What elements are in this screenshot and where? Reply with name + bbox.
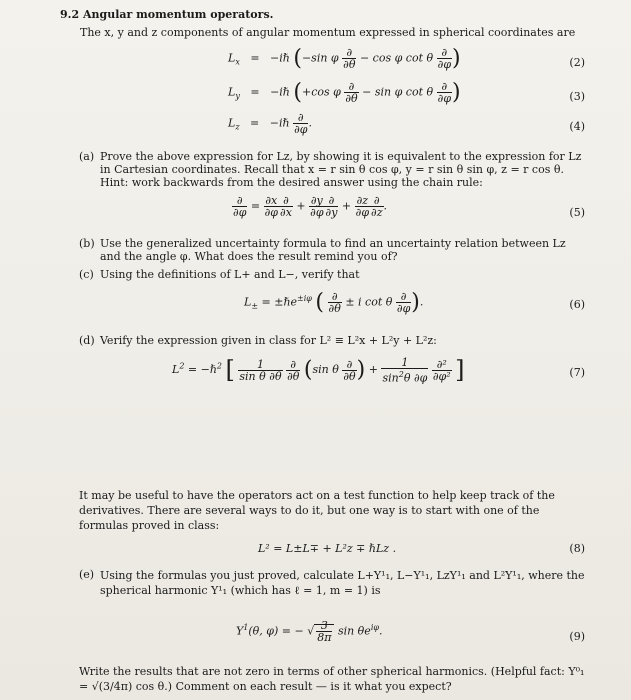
equation-spherical-harmonic: $Y^1(\theta$, φ) = − √ $\frac{3}{8\pi}$ $\sin \theta e^{i\varphi}$.	[236, 619, 383, 644]
equation-number-6: (6)	[569, 298, 585, 311]
equation-l-squared: $L^2$ = −ℏ$^2$ [ $\frac{1}{\text{sin θ ∂θ}}$ $\frac{\partial}{\partial\theta}$ (sin θ $\frac{\partial}{\partial\theta}$ ) + $\frac{1}{\sin^2\theta \partial\varphi}$ $\frac{\text{∂²}}{\text{∂φ²}}$ ]	[172, 355, 465, 385]
part-b-text: Use the generalized uncertainty formula to find an uncertainty relation between Lz and the angle φ. What does the result remind you of?	[100, 237, 566, 263]
part-e-text: Using the formulas you just proved, calculate L+Y¹₁, L−Y¹₁, LzY¹₁ and L²Y¹₁, where the spherical harmonic Y¹₁ (which has ℓ = 1, m = 1) is	[100, 569, 585, 597]
equation-ly: $L_y$ = −iℏ (+cos φ $\frac{\partial}{\partial\theta}$ − sin φ cot θ $\frac{\partial}{\partial\varphi}$ )	[228, 80, 461, 105]
closing-text: Write the results that are not zero in terms of other spherical harmonics. (Helpful fact: Y⁰₁ = √(3/4π) cos θ.) Comment on each result — is it what you expect?	[79, 665, 585, 693]
section-title: 9.2 Angular momentum operators.	[60, 8, 274, 21]
part-a-label: (a)	[79, 150, 95, 163]
part-a-text: Prove the above expression for Lz, by showing it is equivalent to the expression for Lz in Cartesian coordinates. Recall that x = r sin θ cos φ, y = r sin θ sin φ, z = r cos θ. Hint: work backwards from the desired answer using the chain rule:	[100, 150, 582, 189]
equation-l-squared-ladder: L² = L±L∓ + L²z ∓ ℏLz .	[258, 542, 397, 555]
part-c-label: (c)	[79, 268, 94, 281]
equation-chain-rule: $\frac{\partial}{\partial\varphi}$ = $\frac{\partial x}{\partial\varphi}$ $\frac{\partial}{\partial x}$ + $\frac{\partial y}{\partial\varphi}$ $\frac{\partial}{\partial y}$ + $\frac{\partial z}{\partial\varphi}$ $\frac{\partial}{\partial z}$ .	[233, 194, 388, 219]
page-gap	[0, 430, 631, 480]
equation-number-9: (9)	[569, 630, 585, 643]
equation-l-plus-minus: $L_\pm$ = ±ℏe$^{\pm i\varphi}$ ( $\frac{\partial}{\partial\theta}$ ± i cot θ $\frac{\partial}{\partial\varphi}$ ).	[244, 290, 424, 315]
part-d-label: (d)	[79, 334, 95, 347]
equation-number-8: (8)	[569, 542, 585, 555]
part-e-label: (e)	[79, 568, 95, 581]
equation-number-5: (5)	[569, 206, 585, 219]
helpful-note: It may be useful to have the operators act on a test function to help keep track of the derivatives. There are several ways to do it, but one way is to start with one of the formulas proved in class:	[79, 489, 555, 532]
equation-number-4: (4)	[569, 120, 585, 133]
equation-number-2: (2)	[569, 56, 585, 69]
part-c-text: Using the definitions of L+ and L−, verify that	[100, 268, 360, 281]
equation-number-3: (3)	[569, 90, 585, 103]
intro-text: The x, y and z components of angular momentum expressed in spherical coordinates are	[80, 26, 576, 39]
equation-lx: $L_x$ = −iℏ (−sin φ $\frac{\partial}{\partial\theta}$ − cos φ cot θ $\frac{\partial}{\partial\varphi}$ )	[228, 46, 461, 71]
equation-lz: $L_z$ = −iℏ $\frac{\partial}{\partial\varphi}$ .	[228, 111, 312, 136]
equation-number-7: (7)	[569, 366, 585, 379]
part-d-text: Verify the expression given in class for L² ≡ L²x + L²y + L²z:	[100, 334, 437, 347]
part-b-label: (b)	[79, 237, 95, 250]
